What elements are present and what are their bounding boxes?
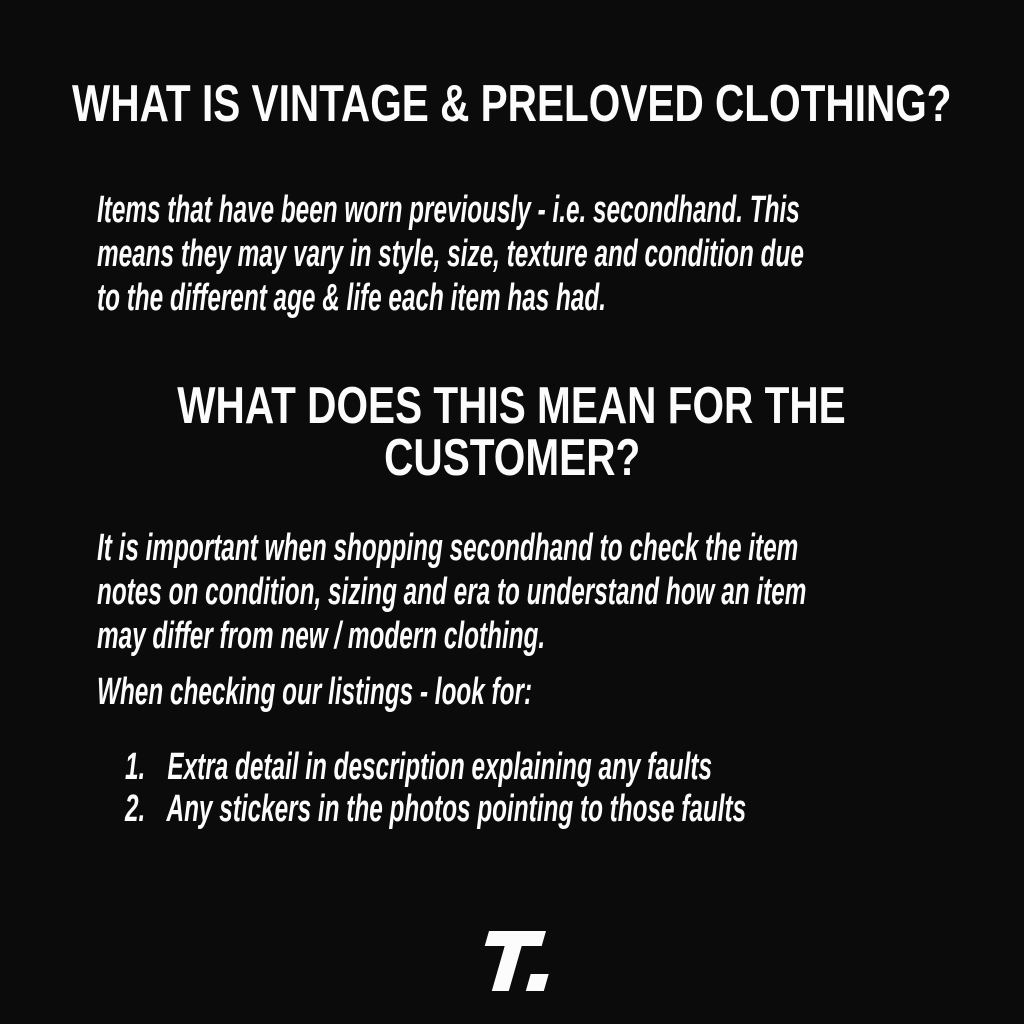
checklist-item-number: 2. (125, 788, 146, 830)
main-heading-text: WHAT IS VINTAGE & PRELOVED CLOTHING? (72, 75, 952, 133)
customer-heading-line: WHAT DOES THIS MEAN FOR THE (177, 377, 847, 435)
intro-paragraph-line: means they may vary in style, size, texture and condition due (97, 233, 804, 275)
checklist-item-number: 1. (125, 746, 146, 788)
checklist-item (125, 746, 1024, 788)
intro-paragraph-line: Items that have been worn previously - i.e. secondhand. This (97, 189, 800, 231)
checklist-item (125, 788, 1024, 830)
customer-paragraph-line: It is important when shopping secondhand to check the item (97, 527, 799, 569)
listings-lead: When checking our listings - look for: (97, 671, 533, 713)
intro-paragraph-line: to the different age & life each item has had. (97, 277, 607, 319)
checklist-item-text: Extra detail in description explaining any faults (167, 746, 713, 788)
customer-paragraph-line: notes on condition, sizing and era to understand how an item (97, 571, 807, 613)
checklist-item-text: Any stickers in the photos pointing to those faults (166, 788, 747, 830)
t-logo-icon (472, 931, 552, 993)
main-heading (0, 75, 1024, 133)
customer-paragraph-line: may differ from new / modern clothing. (97, 615, 546, 657)
customer-heading-line: CUSTOMER? (383, 429, 641, 487)
brand-logo (0, 931, 1024, 993)
